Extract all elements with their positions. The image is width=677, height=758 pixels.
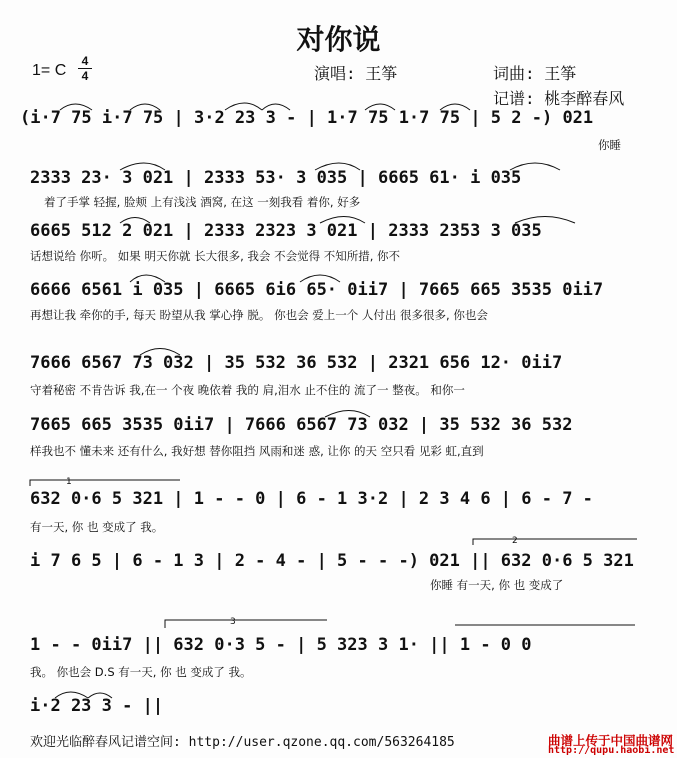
score-row-1-lyrics: 你睡 <box>598 138 621 152</box>
score-row-9-notes: 1 - - 0ii7 || 632 0·3 5 - | 5 323 3 1· || 1 - 0 0 <box>30 635 532 655</box>
singer-credit: 演唱: 王筝 <box>314 64 398 83</box>
score-row-3-notes: 6665 512 2 021 | 2333 2323 3 021 | 2333 2353 3 035 <box>30 221 542 241</box>
watermark-line-2: http://qupu.haobi.net <box>548 745 675 756</box>
score-row-8-notes: i 7 6 5 | 6 - 1 3 | 2 - 4 - | 5 - - -) 021 || 632 0·6 5 321 <box>30 551 634 571</box>
score-row-2-notes: 2333 23· 3 021 | 2333 53· 3 035 | 6665 61· i 035 <box>30 168 522 188</box>
footer-visit-text: 欢迎光临醉春风记谱空间: http://user.qzone.qq.com/563264185 <box>30 735 455 750</box>
score-row-7-lyrics: 有一天, 你 也 变成了 我。 <box>30 520 164 534</box>
score-row-2-lyrics: 着了手掌 轻握, 脸颊 上有浅浅 酒窝, 在这 一刻我看 着你, 好多 <box>44 195 361 209</box>
key-signature: 1= C <box>32 62 67 79</box>
score-row-1-notes: (i·7 75 i·7 75 | 3·2 23 3 - | 1·7 75 1·7 75 | 5 2 -) 021 <box>20 108 594 128</box>
score-row-10-notes: i·2 23 3 - || <box>30 696 164 716</box>
watermark-line-1: 曲谱上传于中国曲谱网 <box>548 733 674 748</box>
time-signature <box>78 55 92 82</box>
time-signature-top: 4 <box>81 54 89 68</box>
composer-credit: 词曲: 王筝 <box>493 64 577 83</box>
score-row-8-lyrics: 你睡 有一天, 你 也 变成了 <box>430 578 564 592</box>
page-title: 对你说 <box>296 23 381 56</box>
time-signature-bottom: 4 <box>81 69 89 83</box>
score-row-6-lyrics: 样我也不 懂未来 还有什么, 我好想 替你阻挡 风雨和迷 惑, 让你 的天 空只看 见彩 虹,直到 <box>30 444 484 458</box>
score-row-9-lyrics: 我。 你也会 D.S 有一天, 你 也 变成了 我。 <box>30 665 252 679</box>
score-row-5-lyrics: 守着秘密 不肯告诉 我,在一 个夜 晚依着 我的 肩,泪水 止不住的 流了一 整夜。 和你一 <box>30 383 465 397</box>
score-row-4-notes: 6666 6561 i 035 | 6665 6i6 65· 0ii7 | 7665 665 3535 0ii7 <box>30 280 604 300</box>
score-row-6-notes: 7665 665 3535 0ii7 | 7666 6567 73 032 | 35 532 36 532 <box>30 415 573 435</box>
score-row-5-notes: 7666 6567 73 032 | 35 532 36 532 | 2321 656 12· 0ii7 <box>30 353 563 373</box>
score-row-7-notes: 632 0·6 5 321 | 1 - - 0 | 6 - 1 3·2 | 2 3 4 6 | 6 - 7 - <box>30 489 593 509</box>
volta-3-label: 3 <box>230 617 236 627</box>
transcriber-credit: 记谱: 桃李醉春风 <box>493 89 625 108</box>
score-row-3-lyrics: 话想说给 你听。 如果 明天你就 长大很多, 我会 不会觉得 不知所措, 你不 <box>30 249 401 263</box>
volta-1-label: 1 <box>66 477 72 487</box>
volta-2-label: 2 <box>512 536 518 546</box>
score-row-4-lyrics: 再想让我 牵你的手, 每天 盼望从我 掌心挣 脱。 你也会 爱上一个 人付出 很多很多, 你也会 <box>30 308 488 322</box>
